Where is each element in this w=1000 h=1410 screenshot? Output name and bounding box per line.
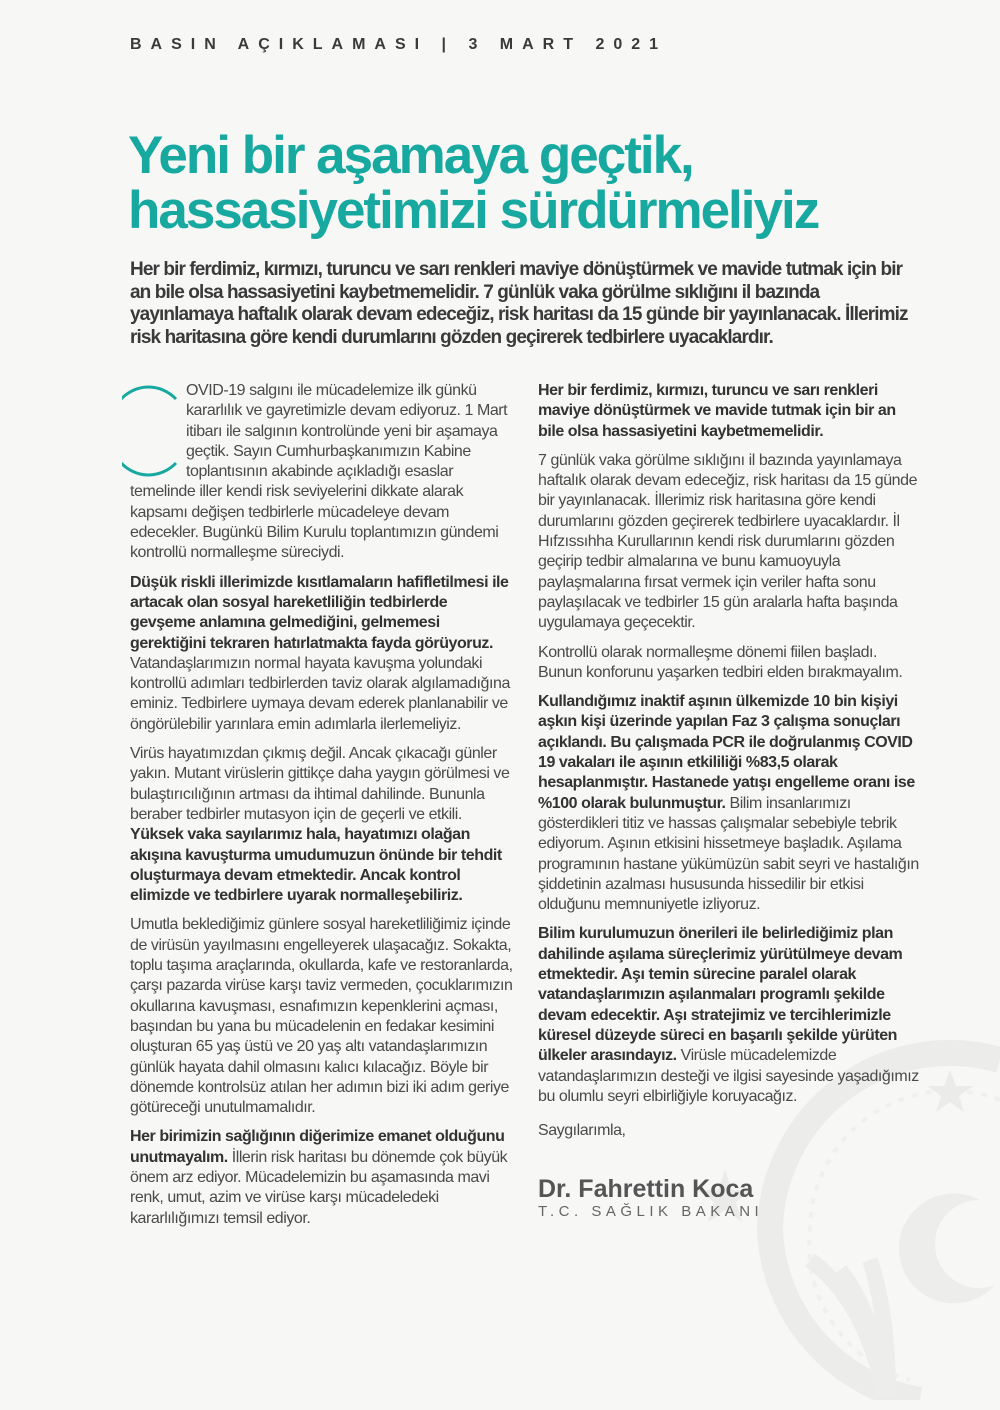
signature-role: T.C. SAĞLIK BAKANI xyxy=(538,1203,764,1221)
paragraph-7-text: Kontrollü olarak normalleşme dönemi fiilen başladı. Bunun konforunu yaşarken tedbiri elden bırakmayalım. xyxy=(538,643,903,681)
paragraph-9-bold: Bilim kurulumuzun önerileri ile belirlediğimiz plan dahilinde aşılama süreçlerimiz yürütülmeye devam etmektedir. Aşı temin sürecine paralel olarak vatandaşlarımızın aşılanmaları programlı şekilde devam edecektir. Aşı stratejimiz ve tercihlerimizle küresel düzeyde süreci en başarılı şekilde yürüten ülkeler arasındayız. xyxy=(538,925,903,1065)
title-line-2: hassasiyetimizi sürdürmeliyiz xyxy=(128,181,819,240)
paragraph-6 xyxy=(538,451,922,634)
paragraph-8-text: Bilim insanlarımızı gösterdikleri titiz ve hassas çalışmalar sebebiyle tebrik ediyorum. Aşının etkisini hissetmeye başladık. Aşılama programının hastane yükümüzün sabit seyri ve hastalığın şiddetinin azalması hususunda hissedilir bir etkisi olduğunu memnuniyetle izliyoruz. xyxy=(538,794,919,914)
dropcap-c xyxy=(122,385,174,475)
press-release-header: BASIN AÇIKLAMASI | 3 MART 2021 xyxy=(130,36,668,53)
paragraph-2-text: Vatandaşlarımızın normal hayata kavuşma yolundaki kontrollü adımları tedbirlerden taviz olarak algılamadığına eminiz. Tedbirlere uymaya devam ederek planlanabilir ve öngörülebilir yarınlara emin adımlarla ilerlemeliyiz. xyxy=(130,654,510,733)
paragraph-1-text: OVID-19 salgını ile mücadelemize ilk günkü kararlılık ve gayretimizle devam ediyoruz. 1 Mart itibarı ile salgının kontrolünde yeni bir aşamaya geçtik. Sayın Cumhurbaşkanımızın Kabine toplantısının akabinde açıkladığı esaslar temelinde iller kendi risk seviyelerini dikkate alarak kapsamı değişen tedbirlerle mücadeleye devam edecekler. Bugünkü Bilim Kurulu toplantımızın gündemi kontrollü normalleşme süreciydi. xyxy=(130,382,508,562)
paragraph-4-text: Umutla beklediğimiz günlere sosyal hareketliliğimiz içinde de virüsün yayılmasını engelleyerek ulaşacağız. Sokakta, toplu taşıma araçlarında, okullarda, kafe ve restoranlarda, çarşı pazarda virüse karşı taviz vermeden, çocuklarımızın okullarına kavuşması, esnafımızın kepenklerini açması, başından bu yana bu mücadelenin en fedakar kesimini oluşturan 65 yaş üstü ve 20 yaş altı vatandaşlarımızın günlük hayata dahil olmasını kalıcı kılacağız. Böyle bir dönemde kontrolsüz atılan her adımın bizi iki adım geriye götüreceği unutulmamalıdır. xyxy=(130,916,513,1117)
title-line-1: Yeni bir aşamaya geçtik, xyxy=(128,126,693,185)
signature-block xyxy=(538,1175,922,1221)
paragraph-4 xyxy=(130,915,514,1118)
closing: Saygılarımla, xyxy=(538,1122,626,1140)
paragraph-5-bold: Her birimizin sağlığının diğerimize emanet olduğunu unutmayalım. xyxy=(130,1128,505,1166)
paragraph-3-text: Virüs hayatımızdan çıkmış değil. Ancak çıkacağı günler yakın. Mutant virüslerin gittikçe daha yaygın görülmesi ve bulaştırıcılığının artması da ihtimal dahilinde. Bununla beraber tedbirler mutasyon için de geçerli ve etkili. xyxy=(130,745,510,823)
paragraph-5-bold-2: Her bir ferdimiz, kırmızı, turuncu ve sarı renkleri maviye dönüştürmek ve mavide tutmak için bir an bile olsa hassasiyetini kaybetmemelidir. xyxy=(538,382,896,440)
paragraph-7 xyxy=(538,643,922,684)
paragraph-5-continued xyxy=(538,381,922,442)
paragraph-9-text: Virüsle mücadelemizde vatandaşlarımızın desteği ve ilgisi sayesinde yaşadığımız bu olumlu seyri elbirliğiyle koruyacağız. xyxy=(538,1047,919,1105)
lead-paragraph: Her bir ferdimiz, kırmızı, turuncu ve sarı renkleri maviye dönüştürmek ve mavide tutmak için bir an bile olsa hassasiyetini kaybetmemelidir. 7 günlük vaka görülme sıklığını il bazında yayınlamaya haftalık olarak devam edeceğiz, risk haritası da 15 günde bir yayınlanacak. İllerimiz risk haritasına göre kendi durumlarını gözden geçirerek tedbirlere uyacaklardır. xyxy=(130,259,908,348)
paragraph-2 xyxy=(130,573,514,735)
paragraph-2-bold: Düşük riskli illerimizde kısıtlamaların hafifletilmesi ile artacak olan sosyal hareketliliğin tedbirlerde gevşeme anlamına gelmediğini, gelmemesi gerektiğini tekraren hatırlatmakta fayda görüyoruz. xyxy=(130,573,509,652)
paragraph-3 xyxy=(130,744,514,906)
right-column xyxy=(538,381,922,1221)
paragraph-8-bold: Kullandığımız inaktif aşının ülkemizde 10 bin kişiyi aşkın kişi üzerinde yapılan Faz 3 çalışma sonuçları açıklandı. Bu çalışmada PCR ile doğrulanmış COVID 19 vakaları ile aşının etkililiği %83,5 olarak hesaplanmıştır. Hastanede yatışı engelleme oranı ise %100 olarak bulunmuştur. xyxy=(538,693,915,812)
paragraph-6-text: 7 günlük vaka görülme sıklığını il bazında yayınlamaya haftalık olarak devam edeceğiz, risk haritası da 15 günde bir yayınlanacak. İllerimiz risk haritasına göre kendi durumlarını gözden geçirerek tedbirlere uyacaklardır. İl Hıfzıssıhha Kurullarının kendi risk durumlarını gözden geçirip tedbir almalarına ve bunu kamuoyuyla paylaşmalarına fırsat vermek için veriler hafta sonu paylaşılacak ve tedbirler 15 gün aralarla hafta başında uygulamaya geçecektir. xyxy=(538,451,918,632)
paragraph-5-text: İllerin risk haritası bu dönemde çok büyük önem arz ediyor. Mücadelemizin bu aşamasında mavi renk, umut, azim ve virüse karşı mücadeledeki kararlılığımızı temsil ediyor. xyxy=(130,1148,508,1227)
left-column xyxy=(130,381,514,1238)
signature-name: Dr. Fahrettin Koca xyxy=(538,1175,754,1204)
paragraph-1 xyxy=(130,381,514,564)
paragraph-9 xyxy=(538,924,922,1107)
page-title xyxy=(128,128,928,238)
paragraph-5 xyxy=(130,1127,514,1228)
paragraph-3-bold: Yüksek vaka sayılarımız hala, hayatımızı olağan akışına kavuşturma umudumuzun önünde bir tehdit oluşturmaya devam etmektedir. Ancak kontrol elimizde ve tedbirlere uyarak normalleşebiliriz. xyxy=(130,826,502,905)
paragraph-8 xyxy=(538,692,922,915)
